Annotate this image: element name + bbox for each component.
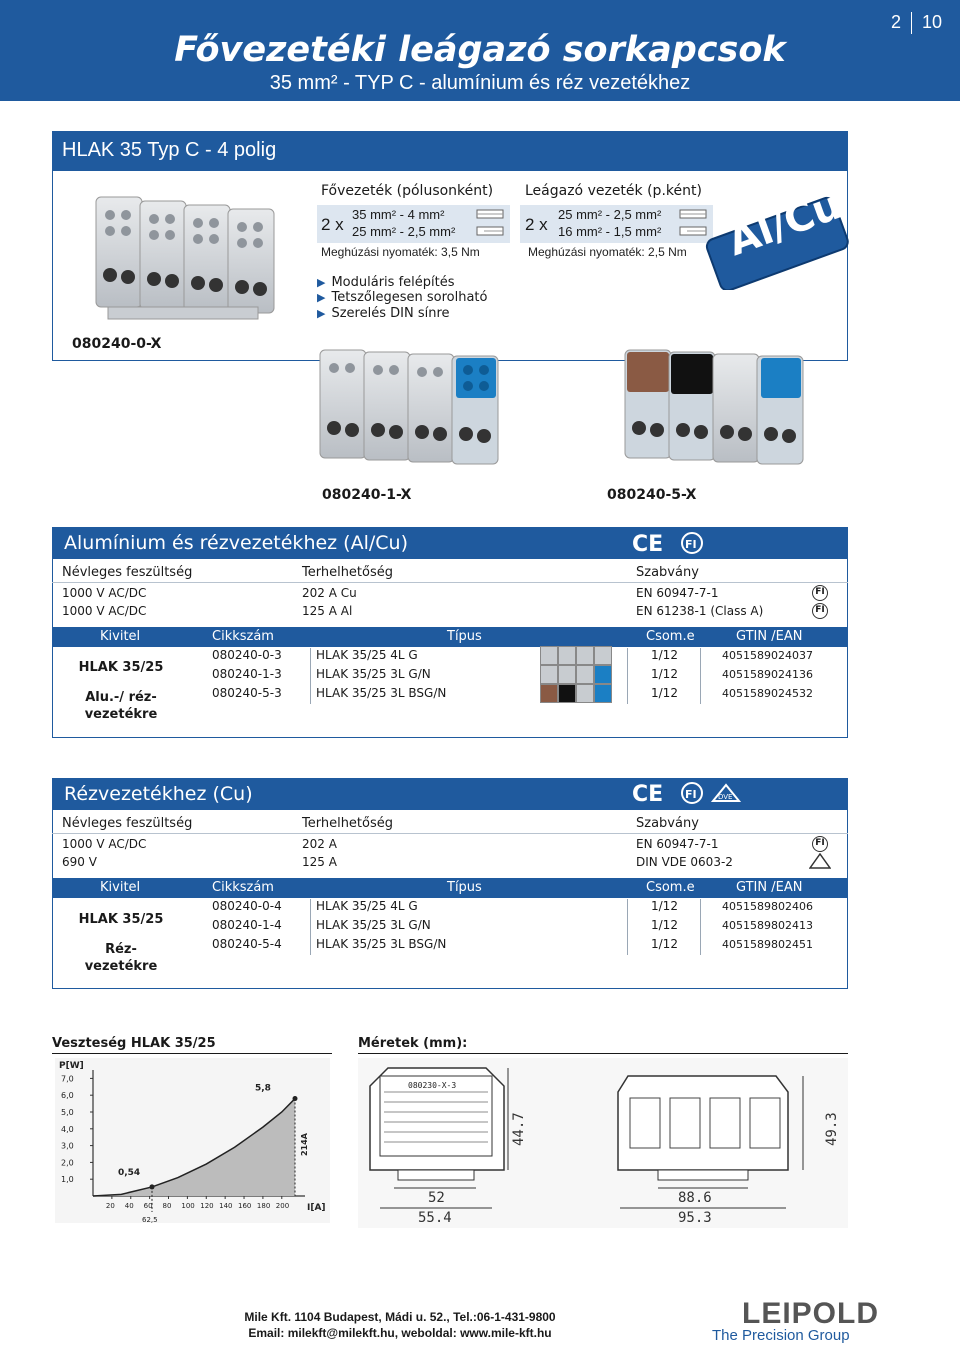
fi-mark-icon: FI [812,836,828,852]
divider [52,1053,332,1054]
divider [627,648,628,704]
feature-text: Tetszőlegesen sorolható [331,290,488,305]
page-number-divider [911,12,912,34]
table-cell-pack: 1/12 [651,648,678,662]
divider [52,833,848,834]
fi-mark-icon: FI [812,585,828,601]
table-cell-code: 080240-0-3 [212,648,282,662]
main-conductor-line1: 35 mm² - 4 mm² [352,207,445,222]
swatch-grey [576,646,594,665]
terminal-block-colored-image [605,340,835,475]
swatch-brown [540,684,558,703]
y-tick-label: 2,0 [61,1158,74,1168]
main-conductor-line2: 25 mm² - 2,5 mm² [352,224,456,239]
svg-text:FI: FI [685,538,697,551]
kivitel-label: HLAK 35/25 [78,912,164,927]
table-cell-ean: 4051589024136 [722,668,813,681]
kivitel-desc: Alu.-/ réz- [85,690,157,705]
th-cikkszam: Cikkszám [212,880,274,895]
spec-header-load: Terhelhetőség [302,816,394,831]
ce-fi-marks-icon [630,531,710,555]
leipold-logo-subtitle: The Precision Group [712,1327,850,1344]
spec-standard: EN 60947-7-1 [636,586,719,600]
x-tick-label: 180 [256,1202,271,1210]
feature-text: Moduláris felépítés [331,275,455,290]
kivitel-desc: vezetékre [84,707,158,722]
swatch-blue [594,665,612,684]
swatch-grey [594,646,612,665]
main-conductor-title: Fővezeték (pólusonként) [321,183,494,199]
product-title: HLAK 35 Typ C - 4 polig [52,131,848,171]
terminal-block-3pole-image [300,340,530,475]
section-alcu-title: Alumínium és rézvezetékhez (Al/Cu) [64,532,408,554]
table-cell-pack: 1/12 [651,937,678,951]
dim-side-inner: 88.6 [678,1190,712,1206]
x-axis-label: I[A] [307,1203,326,1213]
x-tick-label: 80 [162,1202,172,1210]
x-tick-label: 120 [200,1202,214,1210]
page-title: Fővezetéki leágazó sorkapcsok [174,30,786,70]
dim-side-height: 49.3 [824,1112,840,1146]
swatch-grey [558,665,576,684]
swatch-grey [558,646,576,665]
page-number [891,12,942,34]
divider [358,1053,848,1054]
feature-text: Szerelés DIN sínre [331,306,450,321]
spec-header-load: Terhelhetőség [302,565,394,580]
table-cell-type: HLAK 35/25 3L G/N [316,667,431,681]
dim-rail-width: 52 [428,1190,445,1206]
spec-voltage: 1000 V AC/DC [62,837,147,851]
table-cell-pack: 1/12 [651,686,678,700]
swatch-grey [540,646,558,665]
swatch-grey [540,665,558,684]
alcu-badge-text: Al/Cu [722,181,848,266]
feature-item [317,306,450,321]
th-kivitel: Kivitel [100,880,141,895]
page-number-left: 2 [890,12,901,32]
main-product-code: 080240-0-X [72,336,162,352]
din-rail-foot-side [658,1170,748,1180]
y-tick-label: 1,0 [61,1175,74,1185]
spec-load: 202 A [302,837,337,851]
y-tick-label: 4,0 [61,1124,74,1134]
bullet-triangle-icon: ▶ [317,276,326,289]
table-cell-type: HLAK 35/25 3L BSG/N [316,937,447,951]
annotation-label: 214A [300,1133,309,1156]
spec-load: 202 A Cu [302,586,357,600]
svg-text:CE: CE [632,532,664,555]
branch-conductor-line1: 25 mm² - 2,5 mm² [558,207,662,222]
terminal-block-4pole-image [78,185,298,330]
color-swatches [540,646,612,665]
table-cell-code: 080240-0-4 [212,899,282,913]
variant-code-1: 080240-1-X [322,487,412,503]
divider [310,899,311,955]
th-csom: Csom.e [646,629,695,644]
x-tick-label: 100 [181,1202,195,1210]
spec-load: 125 A Al [302,604,353,618]
table-cell-code: 080240-5-3 [212,686,282,700]
dim-front-width: 55.4 [418,1210,452,1226]
section-cu-title: Rézvezetékhez (Cu) [64,783,253,805]
th-tipus: Típus [447,880,482,895]
spec-standard: EN 61238-1 (Class A) [636,604,764,618]
table-cell-type: HLAK 35/25 3L BSG/N [316,686,447,700]
vde-mark-icon [809,853,831,869]
table-header-alcu [52,627,848,647]
annotation-label: 62,5 [141,1216,158,1223]
dimension-drawing [358,1058,848,1228]
kivitel-desc: vezetékre [84,959,158,974]
x-tick-label: 60 [143,1202,153,1210]
section-alcu-header [52,527,848,559]
spec-header-standard: Szabvány [636,565,699,580]
branch-conductor-line2: 16 mm² - 1,5 mm² [558,224,662,239]
y-tick-label: 7,0 [61,1074,74,1084]
svg-text:CE: CE [632,782,664,807]
din-rail-foot [398,1170,474,1180]
svg-text:DVE: DVE [718,793,733,801]
spec-header-voltage: Névleges feszültség [62,565,193,580]
bullet-triangle-icon: ▶ [317,291,326,304]
color-swatches [540,684,612,703]
branch-conductor-multiplier: 2 x [525,215,548,234]
table-cell-ean: 4051589802451 [722,938,813,951]
svg-text:FI: FI [685,788,697,801]
table-cell-pack: 1/12 [651,667,678,681]
spec-header-standard: Szabvány [636,816,699,831]
feature-item [317,275,455,290]
bullet-triangle-icon: ▶ [317,307,326,320]
page-subtitle: 35 mm² - TYP C - alumínium és réz vezetékhez [269,72,691,94]
swatch-black [558,684,576,703]
table-cell-code: 080240-1-4 [212,918,282,932]
main-conductor-multiplier: 2 x [321,215,344,234]
y-tick-label: 5,0 [61,1108,74,1117]
fi-mark-icon: FI [812,603,828,619]
page-number-right: 10 [921,12,942,32]
table-cell-ean: 4051589802413 [722,919,813,932]
divider [627,899,628,955]
table-cell-ean: 4051589802406 [722,900,813,913]
spec-header-voltage: Névleges feszültség [62,816,193,831]
device-label: 080230-X-3 [408,1081,457,1090]
x-tick-label: 200 [275,1202,290,1210]
table-cell-ean: 4051589024532 [722,687,813,700]
dim-side-width: 95.3 [678,1210,712,1226]
table-cell-type: HLAK 35/25 4L G [316,648,418,662]
swatch-blue [594,684,612,703]
table-header-cu [52,878,848,898]
th-cikkszam: Cikkszám [212,629,274,644]
spec-voltage: 690 V [62,855,97,869]
leipold-logo: LEIPOLD [742,1297,880,1330]
spec-voltage: 1000 V AC/DC [62,604,147,618]
x-tick-label: 160 [238,1202,252,1210]
feature-item [317,290,487,305]
y-axis-label: P[W] [59,1061,84,1071]
annotation-label: 5,8 [255,1083,271,1094]
y-tick-label: 3,0 [61,1141,74,1151]
spec-load: 125 A [302,855,337,869]
table-cell-type: HLAK 35/25 3L G/N [316,918,431,932]
table-cell-pack: 1/12 [651,899,678,913]
divider [52,582,848,583]
table-cell-code: 080240-5-4 [212,937,282,951]
x-tick-label: 140 [219,1202,233,1210]
footer-address: Mile Kft. 1104 Budapest, Mádi u. 52., Tel.:06-1-431-9800 [244,1310,556,1324]
divider [310,648,311,704]
ce-fi-vde-marks-icon [630,781,742,807]
kivitel-desc: Réz- [105,942,137,957]
th-tipus: Típus [447,629,482,644]
loss-chart-title: Veszteség HLAK 35/25 [52,1036,216,1051]
swatch-grey [576,665,594,684]
swatch-grey [576,684,594,703]
th-csom: Csom.e [646,880,695,895]
th-ean: GTIN /EAN [736,629,803,644]
spec-standard: DIN VDE 0603-2 [636,855,733,869]
y-tick-label: 6,0 [61,1091,74,1101]
x-tick-label: 20 [105,1202,115,1210]
table-cell-type: HLAK 35/25 4L G [316,899,418,913]
loss-chart [55,1058,330,1223]
x-tick-label: 40 [124,1202,134,1210]
dims-title: Méretek (mm): [358,1036,468,1051]
branch-conductor-title: Leágazó vezeték (p.ként) [525,183,702,199]
branch-conductor-torque: Meghúzási nyomaték: 2,5 Nm [528,245,687,259]
kivitel-label: HLAK 35/25 [78,660,164,675]
side-view-outline [618,1076,788,1170]
annotation-label: 0,54 [117,1167,141,1178]
footer-contact: Email: milekft@milekft.hu, weboldal: www.mile-kft.hu [248,1326,552,1340]
th-ean: GTIN /EAN [736,880,803,895]
divider [700,899,701,955]
table-cell-pack: 1/12 [651,918,678,932]
divider [700,648,701,704]
table-cell-ean: 4051589024037 [722,649,813,662]
color-swatches [540,665,612,684]
main-conductor-torque: Meghúzási nyomaték: 3,5 Nm [321,245,480,259]
spec-standard: EN 60947-7-1 [636,837,719,851]
spec-voltage: 1000 V AC/DC [62,586,147,600]
data-point [293,1096,298,1101]
dim-height-front: 44.7 [511,1112,527,1146]
conductor-type-icon [474,208,508,240]
table-cell-code: 080240-1-3 [212,667,282,681]
variant-code-5: 080240-5-X [607,487,697,503]
th-kivitel: Kivitel [100,629,141,644]
